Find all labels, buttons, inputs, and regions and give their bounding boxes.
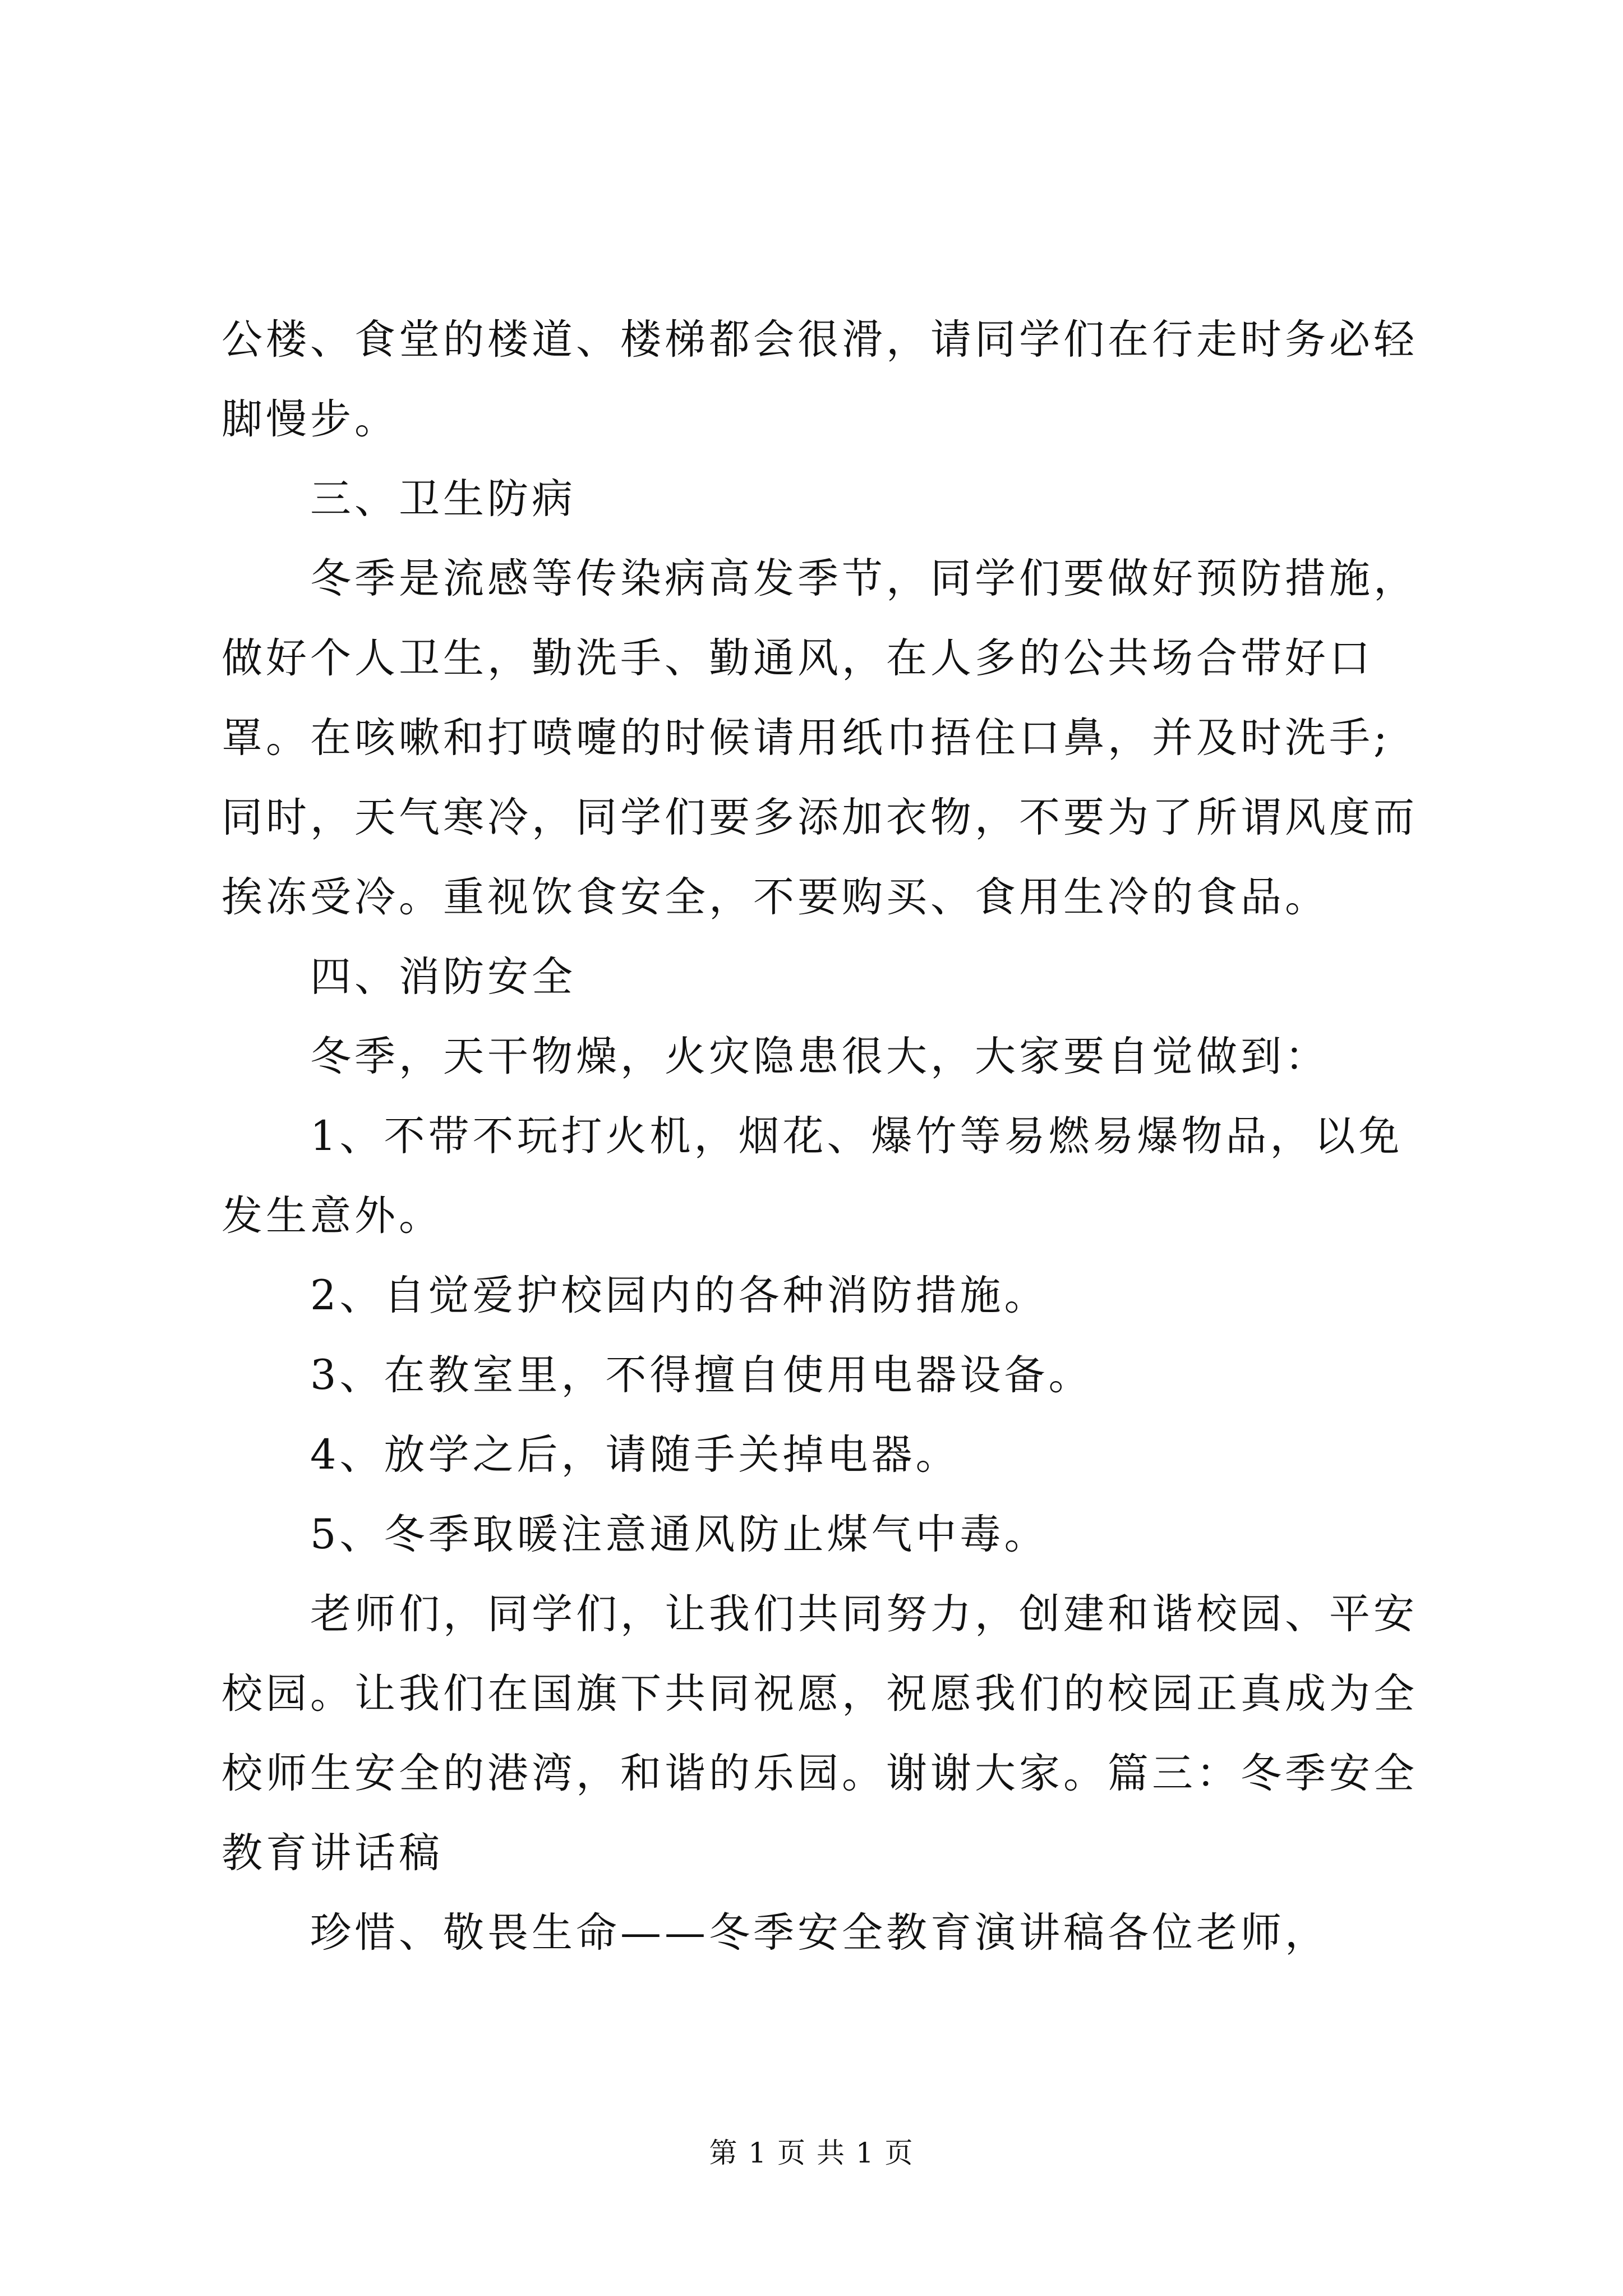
document-body	[222, 300, 1427, 1973]
section-heading-hygiene: 三、卫生防病	[310, 475, 576, 523]
list-item-3: 3、在教室里，不得擅自使用电器设备。	[310, 1351, 1093, 1399]
paragraph-hygiene: 冬季是流感等传染病高发季节，同学们要做好预防措施，做好个人卫生，勤洗手、勤通风，在人多的公共场合带好口罩。在咳嗽和打喷嚏的时候请用纸巾捂住口鼻，并及时洗手;同时，天气寒冷，同学们要多添加衣物，不要为了所谓风度而挨冻受冷。重视饮食安全，不要购买、食用生冷的食品。	[222, 555, 1418, 921]
paragraph-next-speech-opening: 珍惜、敬畏生命——冬季安全教育演讲稿各位老师，	[310, 1909, 1329, 1957]
list-item-5: 5、冬季取暖注意通风防止煤气中毒。	[310, 1511, 1049, 1558]
paragraph-closing: 老师们，同学们，让我们共同努力，创建和谐校园、平安校园。让我们在国旗下共同祝愿，祝愿我们的校园正真成为全校师生安全的港湾，和谐的乐园。谢谢大家。篇三：冬季安全教育讲话稿	[222, 1590, 1418, 1877]
page-footer: 第 1 页 共 1 页	[709, 2137, 914, 2169]
paragraph-continuation: 公楼、食堂的楼道、楼梯都会很滑，请同学们在行走时务必轻脚慢步。	[222, 316, 1418, 443]
paragraph-fire-intro: 冬季，天干物燥，火灾隐患很大，大家要自觉做到：	[310, 1033, 1329, 1080]
list-item-4: 4、放学之后，请随手关掉电器。	[310, 1431, 960, 1479]
section-heading-fire-safety: 四、消防安全	[310, 953, 576, 1001]
list-item-2: 2、自觉爱护校园内的各种消防措施。	[310, 1272, 1049, 1319]
list-item-1: 1、不带不玩打火机，烟花、爆竹等易燃易爆物品，以免发生意外。	[222, 1112, 1403, 1240]
